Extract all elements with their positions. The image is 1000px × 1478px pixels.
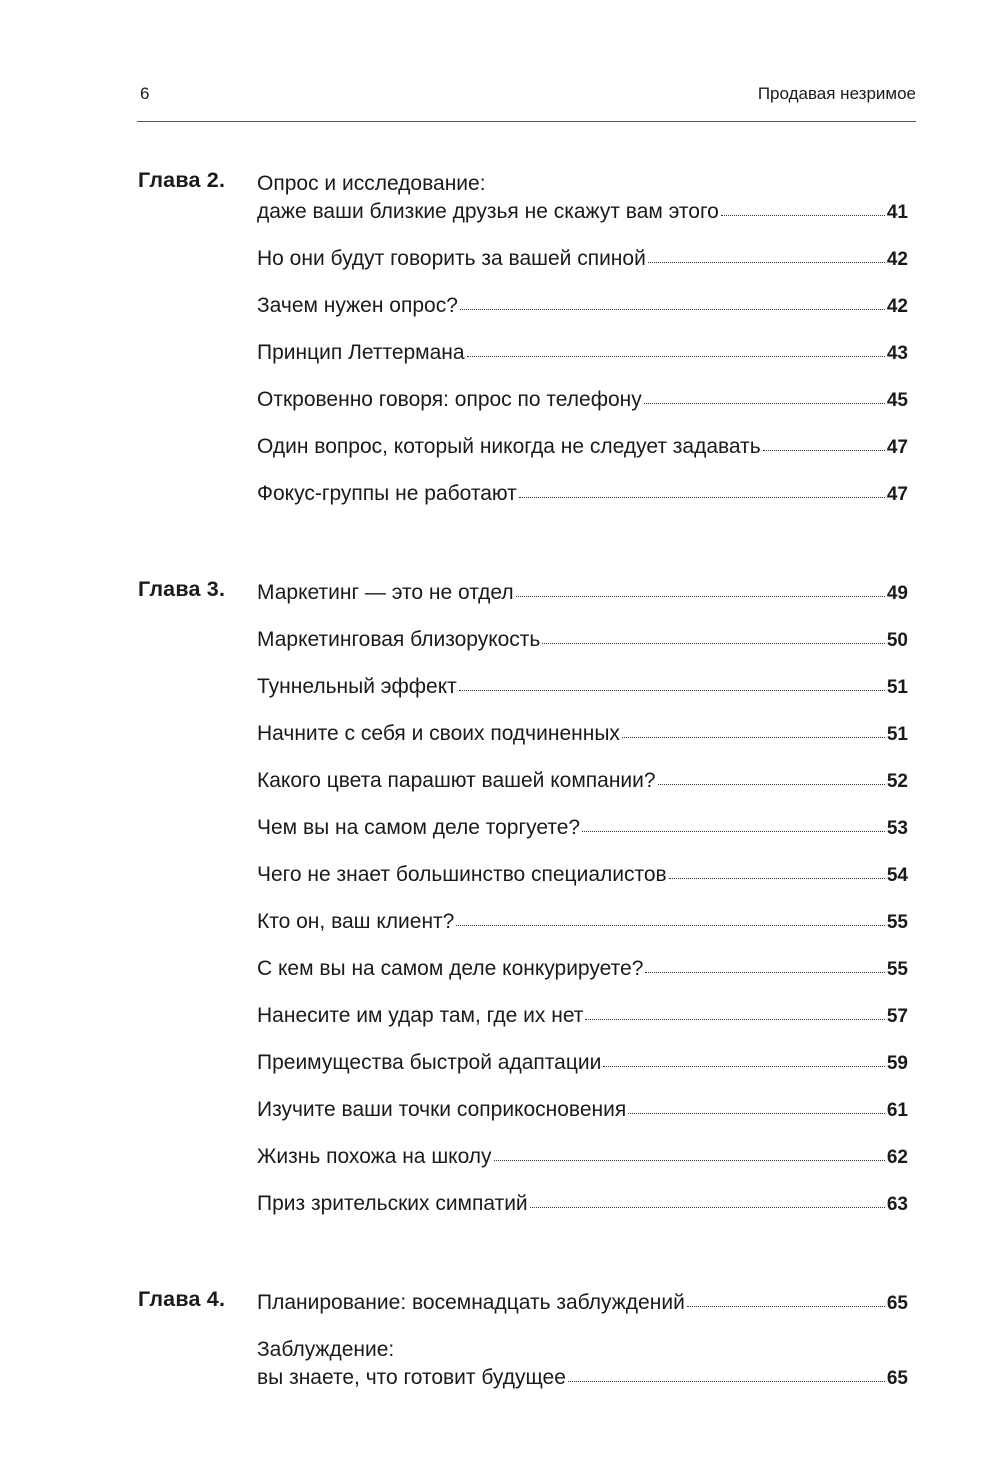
entry-row	[257, 579, 908, 608]
entry-title: Начните с себя и своих подчиненных	[257, 722, 620, 745]
running-header	[140, 84, 916, 110]
dot-leader	[585, 1018, 884, 1020]
entry-title: Приз зрительских симпатий	[257, 1192, 528, 1215]
entry-page-number: 62	[886, 1147, 908, 1168]
entry-title: Преимущества быстрой адаптации	[257, 1051, 602, 1074]
entry-title: даже ваши близкие друзья не скажут вам этого	[257, 200, 719, 223]
entry-page-number: 51	[886, 677, 908, 698]
toc-entry[interactable]	[257, 1133, 908, 1180]
dot-leader	[603, 1065, 885, 1067]
entry-row	[257, 386, 908, 415]
dot-leader	[721, 214, 885, 216]
dot-leader	[622, 736, 885, 738]
entry-row	[257, 626, 908, 655]
dot-leader	[582, 830, 885, 832]
toc-entry[interactable]	[257, 1039, 908, 1086]
entry-title: Принцип Леттермана	[257, 341, 465, 364]
entry-title: Чего не знает большинство специалистов	[257, 863, 667, 886]
entry-row	[257, 720, 908, 749]
dot-leader	[456, 924, 885, 926]
entry-page-number: 52	[886, 771, 908, 792]
entry-title: Кто он, ваш клиент?	[257, 910, 455, 933]
dot-leader	[519, 496, 885, 498]
toc-entry[interactable]	[257, 282, 908, 329]
toc-entry[interactable]	[257, 851, 908, 898]
toc-chapter	[138, 569, 908, 1227]
entry-title: Маркетинг — это не отдел	[257, 581, 514, 604]
entry-page-number: 42	[886, 249, 908, 270]
entry-title-line: Опрос и исследование:	[257, 172, 486, 195]
entry-row	[257, 1364, 908, 1393]
toc-entry[interactable]	[257, 1086, 908, 1133]
toc-entry[interactable]	[257, 616, 908, 663]
entry-row	[257, 480, 908, 509]
entry-title: Жизнь похожа на школу	[257, 1145, 492, 1168]
entry-page-number: 61	[886, 1100, 908, 1121]
dot-leader	[568, 1380, 885, 1382]
entry-page-number: 43	[886, 343, 908, 364]
entry-row	[257, 955, 908, 984]
table-of-contents	[138, 160, 908, 1453]
toc-entry[interactable]	[257, 423, 908, 470]
entry-title: Зачем нужен опрос?	[257, 294, 458, 317]
entry-row	[257, 908, 908, 937]
toc-entry[interactable]	[257, 1326, 908, 1401]
dot-leader	[542, 642, 884, 644]
dot-leader	[460, 308, 885, 310]
entry-title: Планирование: восемнадцать заблуждений	[257, 1291, 685, 1314]
entry-title: Фокус-группы не работают	[257, 482, 517, 505]
toc-entry[interactable]	[257, 898, 908, 945]
entry-page-number: 65	[886, 1293, 908, 1314]
dot-leader	[644, 402, 885, 404]
entry-title: Нанесите им удар там, где их нет	[257, 1004, 584, 1027]
toc-chapter	[138, 160, 908, 517]
toc-entry[interactable]	[257, 376, 908, 423]
toc-entry[interactable]	[257, 1180, 908, 1227]
entry-page-number: 59	[886, 1053, 908, 1074]
dot-leader	[516, 595, 885, 597]
entry-title: Чем вы на самом деле торгуете?	[257, 816, 581, 839]
entry-title: Туннельный эффект	[257, 675, 457, 698]
dot-leader	[494, 1159, 885, 1161]
entry-page-number: 55	[886, 959, 908, 980]
entry-row	[257, 433, 908, 462]
entry-page-number: 53	[886, 818, 908, 839]
page-number: 6	[140, 84, 150, 103]
entry-row	[257, 861, 908, 890]
entry-title: Один вопрос, который никогда не следует задавать	[257, 435, 761, 458]
dot-leader	[648, 261, 885, 263]
chapter-entries	[257, 1279, 908, 1401]
dot-leader	[687, 1305, 885, 1307]
toc-entry[interactable]	[257, 663, 908, 710]
entry-title-line: Заблуждение:	[257, 1338, 395, 1361]
toc-entry[interactable]	[257, 470, 908, 517]
toc-entry[interactable]	[257, 1279, 908, 1326]
dot-leader	[628, 1112, 885, 1114]
entry-row	[257, 1049, 908, 1078]
entry-title: вы знаете, что готовит будущее	[257, 1366, 566, 1389]
dot-leader	[530, 1206, 885, 1208]
entry-title: С кем вы на самом деле конкурируете?	[257, 957, 644, 980]
dot-leader	[669, 877, 885, 879]
entry-row	[257, 767, 908, 796]
toc-entry[interactable]	[257, 710, 908, 757]
entry-page-number: 51	[886, 724, 908, 745]
entry-row	[257, 673, 908, 702]
entry-row	[257, 1002, 908, 1031]
entry-page-number: 65	[886, 1368, 908, 1389]
entry-page-number: 47	[886, 437, 908, 458]
entry-page-number: 41	[886, 202, 908, 223]
entry-row	[257, 1289, 908, 1318]
book-title: Продавая незримое	[757, 84, 916, 103]
entry-title: Какого цвета парашют вашей компании?	[257, 769, 656, 792]
chapter-entries	[257, 569, 908, 1227]
entry-title: Откровенно говоря: опрос по телефону	[257, 388, 642, 411]
entry-row	[257, 292, 908, 321]
toc-entry[interactable]	[257, 329, 908, 376]
toc-entry[interactable]	[257, 804, 908, 851]
header-rule	[137, 121, 916, 122]
toc-entry[interactable]	[257, 160, 908, 235]
entry-title: Но они будут говорить за вашей спиной	[257, 247, 646, 270]
entry-title: Изучите ваши точки соприкосновения	[257, 1098, 627, 1121]
toc-entry[interactable]	[257, 945, 908, 992]
entry-title: Маркетинговая близорукость	[257, 628, 541, 651]
chapter-label: Глава 4.	[138, 1287, 226, 1311]
toc-entry[interactable]	[257, 992, 908, 1039]
chapter-label: Глава 3.	[138, 577, 226, 601]
toc-entry[interactable]	[257, 569, 908, 616]
entry-row	[257, 245, 908, 274]
entry-page-number: 63	[886, 1194, 908, 1215]
toc-entry[interactable]	[257, 757, 908, 804]
entry-row	[257, 814, 908, 843]
entry-page-number: 55	[886, 912, 908, 933]
entry-row	[257, 339, 908, 368]
entry-page-number: 49	[886, 583, 908, 604]
dot-leader	[658, 783, 885, 785]
entry-page-number: 42	[886, 296, 908, 317]
dot-leader	[763, 449, 885, 451]
entry-page-number: 50	[886, 630, 908, 651]
entry-page-number: 45	[886, 390, 908, 411]
entry-page-number: 57	[886, 1006, 908, 1027]
dot-leader	[459, 689, 885, 691]
dot-leader	[645, 971, 884, 973]
chapter-entries	[257, 160, 908, 517]
toc-chapter	[138, 1279, 908, 1401]
dot-leader	[467, 355, 885, 357]
toc-entry[interactable]	[257, 235, 908, 282]
entry-page-number: 47	[886, 484, 908, 505]
entry-row	[257, 1190, 908, 1219]
chapter-label: Глава 2.	[138, 168, 226, 192]
entry-row	[257, 1143, 908, 1172]
entry-row	[257, 198, 908, 227]
entry-row	[257, 1096, 908, 1125]
entry-page-number: 54	[886, 865, 908, 886]
